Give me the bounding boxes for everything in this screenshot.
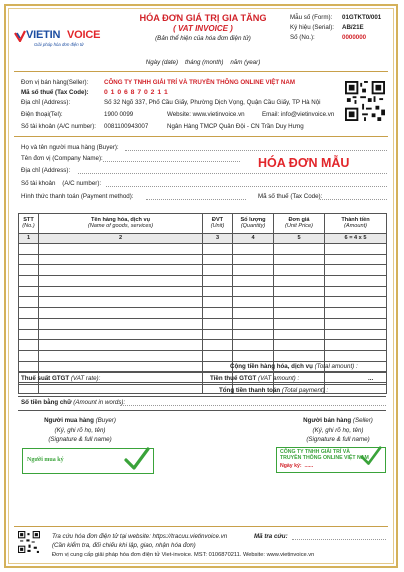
qr-code-icon [345,81,385,121]
table-cell [274,329,325,340]
buyer-name-line [125,150,387,151]
buyer-name-label: Họ và tên người mua hàng (Buyer): [21,144,119,151]
table-row [19,318,387,329]
seller-name-value: CÔNG TY TNHH GIẢI TRÍ VÀ TRUYỀN THÔNG ONLINE VIỆT NAM [104,79,296,86]
seller-tax-value: 0 1 0 6 8 7 0 2 1 1 [104,89,169,96]
table-cell [233,297,274,308]
table-cell [233,286,274,297]
table-cell [39,254,203,265]
table-cell [325,350,387,361]
logo-text-part1: VIETIN [26,29,61,41]
table-cell [203,244,233,255]
index-cell: 1 [19,234,39,244]
seller-address-value: Số 32 Ngõ 337, Phố Cầu Giấy, Phường Dịch Vọng, Quận Cầu Giấy, TP Hà Nội [104,99,321,106]
buyer-payment-line [146,199,246,200]
logo-tagline: Giải pháp hóa đơn điện tử [34,42,84,47]
total-divider [18,372,386,373]
table-cell [325,318,387,329]
items-header-row [19,214,387,234]
table-row [19,340,387,351]
table-cell [325,372,387,383]
table-row [19,297,387,308]
seller-website[interactable]: Website: www.vietinvoice.vn [167,111,245,118]
table-cell [233,340,274,351]
form-label: Mẫu số (Form): [290,14,333,21]
table-cell [325,297,387,308]
seller-sign-title: Người bán hàng (Seller) [303,417,373,424]
table-cell [325,265,387,276]
table-cell [19,308,39,319]
serial-value: AB/21E [342,24,364,31]
buyer-tax-label: Mã số thuế (Tax Code): [258,193,323,200]
table-cell [274,286,325,297]
buyer-sign-instruction: (Ký, ghi rõ họ, tên) [54,427,106,434]
table-cell [233,308,274,319]
col-header-name: Tên hàng hóa, dịch vụ (Name of goods, services) [39,214,203,234]
table-cell [203,254,233,265]
seller-address-label: Địa chỉ (Address): [21,99,71,106]
index-cell: 3 [203,234,233,244]
footer-lookup-text[interactable]: Tra cứu hóa đơn điện tử tại website: https://tracuu.vietinvoice.vn [52,533,228,540]
footer-lookup-code-line [292,539,386,540]
table-row [19,308,387,319]
table-cell [203,286,233,297]
footer-lookup-code-label: Mã tra cứu: [254,533,288,540]
table-cell [39,340,203,351]
table-cell [19,286,39,297]
invoice-date-line: Ngày (date) tháng (month) năm (year) [145,59,261,66]
table-cell [233,350,274,361]
total-amount-label: Cộng tiền hàng hóa, dịch vụ (Total amount) : [230,363,358,370]
seller-account-label: Số tài khoản (A/C number): [21,123,96,130]
buyer-sign-instruction-en: (Signature & full name) [48,436,112,443]
table-cell [39,329,203,340]
table-cell [274,265,325,276]
table-row [19,265,387,276]
table-cell [274,254,325,265]
table-cell [233,254,274,265]
seller-stamp-date: Ngày ký: ...... [280,463,314,469]
table-cell [39,318,203,329]
amount-words-label: Số tiền bằng chữ (Amount in words): [21,399,126,406]
table-cell [203,265,233,276]
table-row [19,254,387,265]
buyer-checkmark-icon [124,447,150,471]
table-cell [325,308,387,319]
table-cell [19,318,39,329]
index-cell: 2 [39,234,203,244]
header-divider [14,71,388,72]
invoice-subtitle: ( VAT INVOICE ) [173,24,233,33]
invoice-title: HÓA ĐƠN GIÁ TRỊ GIA TĂNG [139,13,267,23]
table-cell [19,350,39,361]
table-cell [19,254,39,265]
table-cell [19,361,39,372]
table-cell [325,286,387,297]
table-cell [39,265,203,276]
table-cell [233,244,274,255]
table-cell [203,308,233,319]
form-value: 01GTKT0/001 [342,14,382,21]
table-cell [274,297,325,308]
buyer-address-line [78,173,387,174]
seller-account-value: 0081100943007 [104,123,149,130]
buyer-account-line [106,186,387,187]
table-cell [19,297,39,308]
seller-bank: Ngân Hàng TMCP Quân Đội - CN Trần Duy Hưng [167,123,304,130]
table-cell [274,308,325,319]
table-cell [274,340,325,351]
table-cell [274,350,325,361]
seller-stamp-line1: CÔNG TY TNHH GIẢI TRÍ VÀ [280,449,350,455]
table-cell [203,329,233,340]
table-cell [19,244,39,255]
table-cell [274,244,325,255]
table-cell [39,276,203,287]
table-cell [233,276,274,287]
vat-amount-placeholder: ... [368,375,374,382]
index-cell: 6 = 4 x 5 [325,234,387,244]
buyer-address-label: Địa chỉ (Address): [21,167,71,174]
logo-text-part2: VOICE [67,29,101,41]
table-cell [203,361,233,372]
seller-phone-label: Điện thoại(Tel): [21,111,63,118]
table-cell [39,308,203,319]
table-cell [274,276,325,287]
table-cell [274,318,325,329]
empty-rows [19,244,387,394]
payment-divider [18,396,386,397]
table-cell [39,244,203,255]
table-cell [19,340,39,351]
table-cell [19,265,39,276]
table-cell [233,329,274,340]
vat-amount-label: Tiền thuế GTGT (VAT amount) : [210,375,300,382]
table-cell [203,297,233,308]
seller-name-label: Đơn vị bán hàng(Seller): [21,79,89,86]
logo-swoosh-icon [14,30,26,42]
footer-divider [14,526,388,527]
table-row [19,350,387,361]
table-cell [325,254,387,265]
vat-divider [18,384,386,385]
total-payment-label: Tổng tiền thanh toán (Total payment) : [219,387,329,394]
table-row [19,286,387,297]
table-cell [203,276,233,287]
seller-sign-instruction: (Ký, ghi rõ họ, tên) [312,427,364,434]
col-header-quantity: Số lượng (Quantity) [233,214,274,234]
sample-invoice-stamp: HÓA ĐƠN MẪU [258,156,350,170]
seller-email[interactable]: Email: info@vietinvoice.vn [262,111,335,118]
buyer-company-line [103,161,240,162]
seller-stamp-line2: TRUYỀN THÔNG ONLINE VIỆT NAM [280,455,369,461]
index-cell: 5 [274,234,325,244]
footer-provider-text: Đơn vị cung cấp giải pháp hóa đơn điện tử Viet-invoice. MST: 0106870211. Website: www.vietinvoice.vn [52,552,315,558]
buyer-payment-label: Hình thức thanh toán (Payment method): [21,193,134,200]
buyer-tax-line [320,199,387,200]
col-header-no: STT (No.) [19,214,39,234]
table-cell [39,361,203,372]
table-cell [325,340,387,351]
table-cell [325,276,387,287]
buyer-account-label: Số tài khoản (A/C number): [21,180,102,187]
amount-words-line [120,405,386,406]
no-label: Số (No.): [290,34,315,41]
col-header-amount: Thành tiền (Amount) [325,214,387,234]
buyer-signature-text: Người mua ký [27,457,64,463]
vat-rate-label: Thuế suất GTGT (VAT rate): [21,375,101,382]
words-divider [18,410,386,411]
table-row [19,329,387,340]
footer-qr-code-icon [18,531,40,553]
table-cell [203,318,233,329]
seller-sign-instruction-en: (Signature & full name) [306,436,370,443]
col-header-unit-price: Đơn giá (Unit Price) [274,214,325,234]
footer-check-note: (Cần kiểm tra, đối chiếu khi lập, giao, nhận hóa đơn) [52,542,196,549]
table-row [19,276,387,287]
no-value: 0000000 [342,34,367,41]
table-cell [203,350,233,361]
table-cell [203,340,233,351]
seller-divider [14,136,388,137]
seller-phone-value: 1900 0099 [104,111,134,118]
table-cell [39,350,203,361]
col-header-unit: ĐVT (Unit) [203,214,233,234]
table-cell [233,265,274,276]
buyer-sign-title: Người mua hàng (Buyer) [44,417,116,424]
table-cell [19,329,39,340]
index-row [19,234,387,244]
table-cell [325,329,387,340]
table-cell [233,318,274,329]
index-cell: 4 [233,234,274,244]
invoice-note: (Bản thể hiện của hóa đơn điện tử) [155,35,251,42]
table-cell [325,244,387,255]
serial-label: Ký hiệu (Serial): [290,24,335,31]
table-row [19,244,387,255]
seller-checkmark-icon [360,446,382,466]
table-cell [39,286,203,297]
seller-tax-label: Mã số thuế (Tax Code): [21,89,89,96]
table-cell [39,297,203,308]
buyer-company-label: Tên đơn vị (Company Name): [21,155,103,162]
table-cell [19,276,39,287]
